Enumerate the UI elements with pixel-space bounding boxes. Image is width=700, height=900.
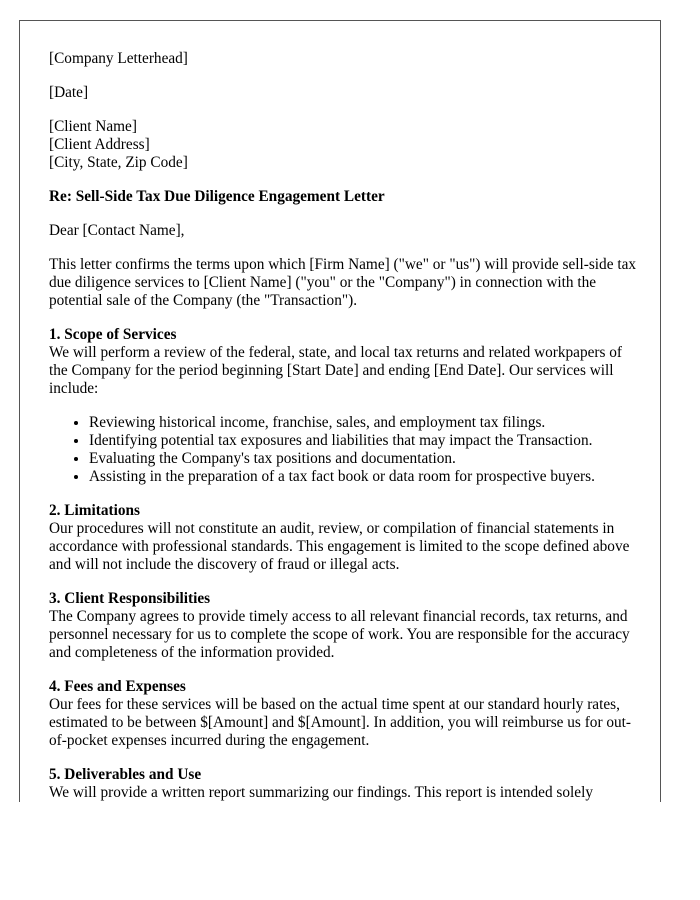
section-body: Our fees for these services will be based on the actual time spent at our standard hourly rates, estimated to be between $[Amount] and $[Amount]. In addition, you will reimburse us for out-of-pocket expenses incurred during the engagement. [49, 696, 632, 749]
letter-date: [Date] [49, 84, 89, 101]
section-fees [49, 678, 639, 750]
section-body: We will perform a review of the federal, state, and local tax returns and related workpapers of the Company for the period beginning [Start Date] and ending [End Date]. Our services will include: [49, 344, 623, 397]
section-body: We will provide a written report summarizing our findings. This report is intended solely [49, 784, 593, 801]
letterhead: [Company Letterhead] [49, 50, 188, 67]
section-heading: 2. Limitations [49, 502, 140, 519]
letter-page [19, 20, 661, 802]
section-limitations [49, 502, 639, 574]
recipient-name: [Client Name] [49, 118, 137, 135]
section-heading: 1. Scope of Services [49, 326, 177, 343]
list-item: • Reviewing historical income, franchise, sales, and employment tax filings. [89, 414, 639, 432]
recipient-address: [Client Address] [49, 136, 150, 153]
section-deliverables [49, 766, 639, 802]
section-client-responsibilities [49, 590, 639, 662]
section-heading: 3. Client Responsibilities [49, 590, 211, 607]
section-body: The Company agrees to provide timely access to all relevant financial records, tax returns, and personnel necessary for us to complete the scope of work. You are responsible for the accuracy and completeness of the information provided. [49, 608, 630, 661]
section-body: Our procedures will not constitute an audit, review, or compilation of financial statements in accordance with professional standards. This engagement is limited to the scope defined above and will not include the discovery of fraud or illegal acts. [49, 520, 630, 573]
section-scope [49, 326, 639, 486]
section-heading: 5. Deliverables and Use [49, 766, 202, 783]
list-item: • Evaluating the Company's tax positions and documentation. [89, 450, 639, 468]
intro-paragraph: This letter confirms the terms upon which [Firm Name] ("we" or "us") will provide sell-side tax due diligence services to [Client Name] ("you" or the "Company") in connection with the potential sale of the Company (the "Transaction"). [49, 256, 637, 309]
recipient-block [49, 118, 639, 172]
recipient-city: [City, State, Zip Code] [49, 154, 188, 171]
section-heading: 4. Fees and Expenses [49, 678, 186, 695]
salutation: Dear [Contact Name], [49, 222, 185, 239]
subject-line: Re: Sell-Side Tax Due Diligence Engagement Letter [49, 188, 385, 205]
scope-list [49, 414, 639, 486]
list-item: • Assisting in the preparation of a tax fact book or data room for prospective buyers. [89, 468, 639, 486]
list-item: • Identifying potential tax exposures and liabilities that may impact the Transaction. [89, 432, 639, 450]
letter-content [49, 50, 639, 802]
